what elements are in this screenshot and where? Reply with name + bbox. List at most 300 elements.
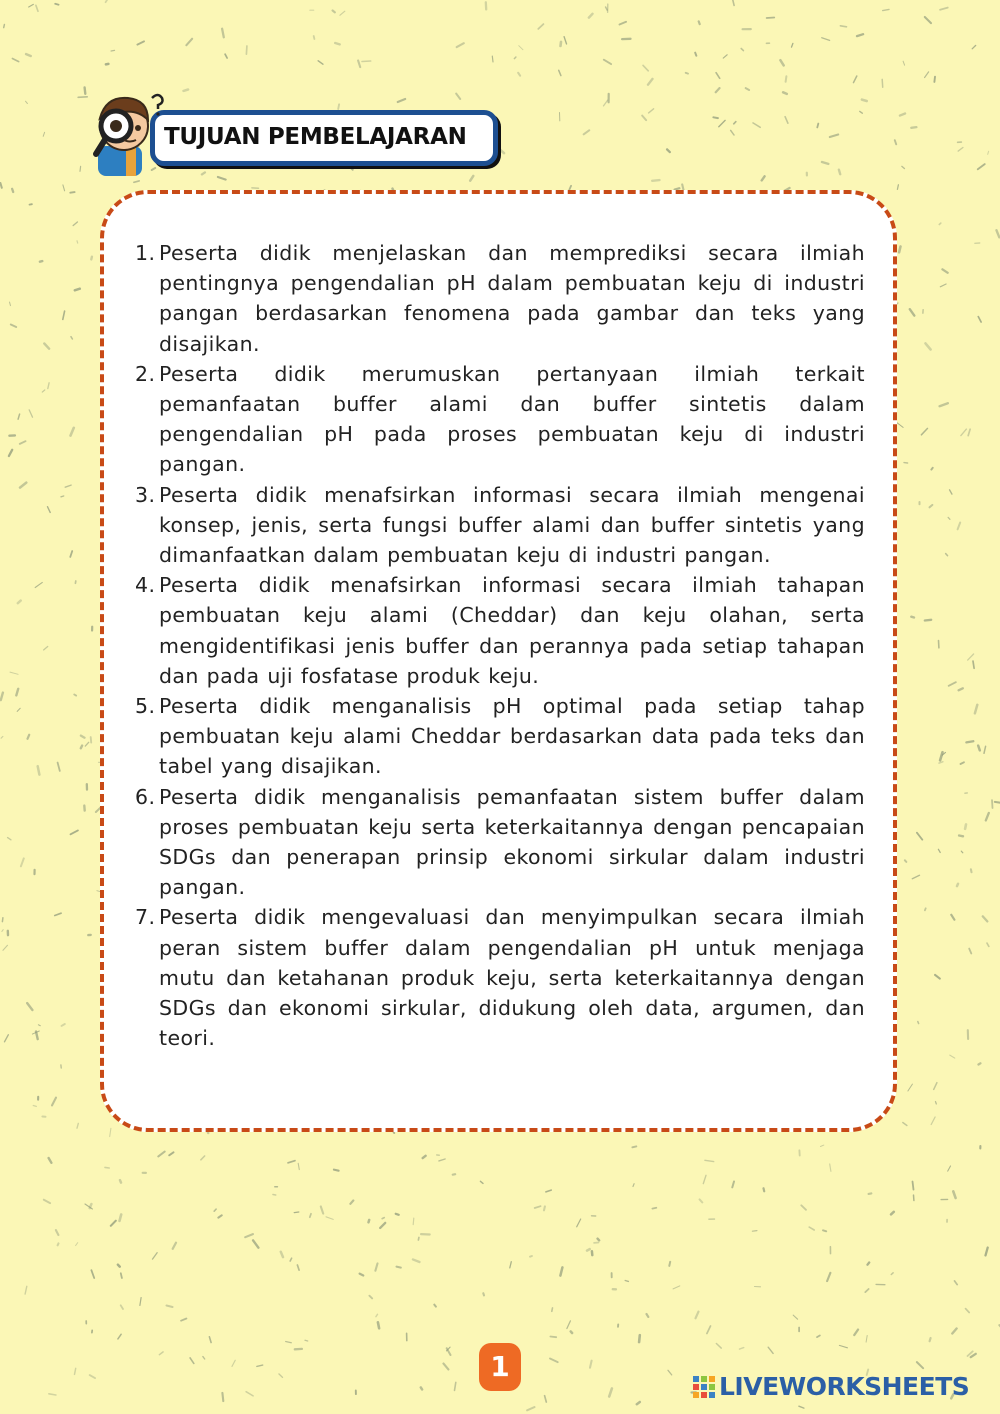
speckle	[375, 1263, 377, 1270]
speckle	[20, 483, 26, 488]
speckle	[159, 1352, 163, 1355]
speckle	[792, 43, 793, 47]
speckle	[955, 1281, 958, 1285]
speckle	[632, 1146, 636, 1147]
speckle	[948, 517, 950, 519]
speckle	[571, 1331, 572, 1333]
speckle	[652, 180, 659, 181]
speckle	[3, 945, 8, 950]
speckle	[669, 1262, 670, 1266]
speckle	[912, 875, 919, 878]
speckle	[111, 1221, 116, 1226]
speckle	[940, 403, 948, 406]
speckle	[418, 1238, 419, 1241]
speckle	[559, 70, 561, 75]
item-number: 7.	[135, 905, 156, 930]
speckle	[439, 1159, 445, 1161]
speckle	[673, 1286, 680, 1289]
speckle	[362, 61, 371, 62]
speckle	[106, 64, 109, 65]
speckle	[169, 1152, 173, 1155]
speckle	[866, 1336, 867, 1343]
speckle	[38, 766, 40, 774]
speckle	[81, 746, 82, 749]
speckle	[43, 132, 44, 136]
speckle	[173, 1243, 176, 1249]
speckle	[946, 554, 948, 556]
speckle	[246, 46, 247, 54]
speckle	[891, 1212, 894, 1215]
list-item	[135, 570, 865, 691]
item-number: 4.	[135, 573, 156, 598]
speckle	[9, 450, 12, 456]
speckle	[20, 441, 26, 444]
speckle	[518, 73, 520, 76]
item-number: 2.	[135, 361, 156, 386]
speckle	[840, 26, 846, 27]
item-text: Peserta didik menganalisis pemanfaatan sistem buffer dalam proses pembuatan keju serta keterkaitannya dengan pencapaian SDGs dan penerapan prinsip ekonomi sirkular dalam industri pangan.	[159, 784, 865, 900]
speckle	[74, 695, 76, 696]
speckle	[668, 1370, 672, 1375]
speckle	[793, 1315, 797, 1319]
speckle	[587, 1249, 590, 1251]
list-item	[135, 782, 865, 903]
speckle	[297, 1265, 299, 1270]
speckle	[983, 916, 988, 921]
speckle	[63, 311, 65, 319]
speckle	[77, 1123, 78, 1128]
speckle	[926, 343, 931, 349]
speckle	[29, 4, 34, 7]
speckle	[577, 1219, 581, 1227]
speckle	[762, 176, 765, 180]
speckle	[470, 176, 473, 181]
speckle	[590, 1361, 592, 1368]
speckle	[560, 1267, 562, 1275]
speckle	[988, 151, 989, 154]
speckle	[902, 166, 905, 168]
speckle	[203, 1357, 205, 1359]
speckle	[939, 223, 941, 224]
speckle	[279, 1374, 283, 1378]
speckle	[961, 762, 964, 764]
speckle	[561, 42, 562, 46]
speckle	[70, 551, 72, 557]
speckle	[696, 1312, 699, 1319]
speckle	[423, 1156, 426, 1158]
speckle	[527, 1407, 534, 1410]
speckle	[564, 37, 566, 44]
speckle	[73, 222, 77, 226]
speckle	[1, 693, 3, 701]
speckle	[65, 485, 71, 487]
speckle	[33, 1106, 36, 1107]
speckle	[940, 8, 948, 10]
speckle	[209, 1337, 211, 1343]
speckle	[589, 14, 593, 18]
speckle	[973, 661, 974, 668]
speckle	[62, 1024, 65, 1026]
speckle	[340, 11, 345, 15]
speckle	[413, 1218, 414, 1225]
speckle	[288, 1161, 295, 1163]
speckle	[29, 410, 32, 417]
speckle	[895, 140, 896, 144]
speckle	[77, 241, 78, 243]
speckle	[827, 1273, 830, 1281]
speckle	[716, 1344, 721, 1349]
speckle	[986, 813, 989, 821]
speckle	[257, 1365, 263, 1366]
speckle	[961, 429, 967, 436]
speckle	[817, 1336, 820, 1338]
speckle	[120, 1215, 122, 1221]
speckle	[514, 57, 516, 59]
speckle	[705, 1160, 714, 1161]
speckle	[652, 1208, 656, 1209]
speckle	[232, 1360, 235, 1366]
speckle	[121, 1305, 123, 1309]
speckle	[869, 1193, 872, 1194]
speckle	[544, 1206, 545, 1210]
speckle	[917, 833, 922, 840]
speckle	[940, 752, 942, 760]
speckle	[700, 1199, 703, 1202]
speckle	[741, 49, 743, 51]
speckle	[398, 99, 406, 102]
speckle	[899, 247, 900, 253]
speckle	[950, 1055, 955, 1058]
speckle	[40, 261, 42, 262]
list-item	[135, 238, 865, 359]
speckle	[930, 505, 933, 507]
speckle	[310, 1214, 311, 1217]
speckle	[58, 763, 60, 771]
speckle	[134, 181, 139, 182]
speckle	[42, 390, 45, 392]
speckle	[52, 1098, 56, 1106]
speckle	[434, 1305, 436, 1307]
speckle	[181, 1319, 186, 1321]
speckle	[968, 429, 970, 435]
speckle	[934, 1083, 937, 1090]
speckle	[382, 1218, 384, 1219]
speckle	[939, 762, 943, 763]
speckle	[158, 1152, 164, 1157]
speckle	[992, 800, 993, 808]
item-text: Peserta didik menganalisis pH optimal pada setiap tahap pembuatan keju alami Cheddar berdasarkan data pada teks dan tabel yang disajikan.	[159, 694, 865, 779]
speckle	[111, 50, 114, 51]
speckle	[957, 884, 958, 886]
speckle	[938, 849, 940, 852]
speckle	[61, 496, 64, 497]
speckle	[218, 177, 226, 180]
speckle	[49, 1158, 52, 1163]
speckle	[286, 1342, 292, 1343]
speckle	[821, 1145, 824, 1146]
speckle	[931, 468, 932, 470]
speckle	[799, 1406, 804, 1408]
speckle	[8, 838, 11, 840]
speckle	[897, 423, 903, 428]
item-number: 6.	[135, 784, 156, 809]
speckle	[865, 1289, 868, 1292]
speckle	[396, 1214, 399, 1215]
speckle	[584, 130, 590, 134]
speckle	[106, 0, 111, 2]
speckle	[854, 76, 857, 83]
speckle	[455, 1382, 456, 1390]
speckle	[421, 1387, 422, 1389]
speckle	[538, 24, 543, 29]
speckle	[925, 620, 931, 621]
speckle	[369, 1220, 370, 1222]
speckle	[958, 523, 961, 530]
speckle	[971, 1354, 976, 1357]
speckle	[58, 1243, 59, 1245]
item-text: Peserta didik menjelaskan dan memprediksi secara ilmiah pentingnya pengendalian pH dalam pembuatan keju di industri pangan berdasarkan fenomena pada gambar dan teks yang disajikan.	[159, 241, 865, 356]
speckle	[202, 172, 205, 174]
speckle	[703, 1175, 706, 1183]
speckle	[637, 1402, 640, 1404]
speckle	[961, 851, 963, 853]
speckle	[987, 943, 989, 946]
speckle	[978, 317, 981, 322]
speckle	[857, 34, 863, 36]
speckle	[380, 1223, 385, 1228]
speckle	[606, 7, 608, 10]
speckle	[55, 913, 61, 915]
speckle	[11, 325, 16, 328]
speckle	[908, 1084, 913, 1091]
speckle	[995, 802, 1000, 803]
speckle	[10, 672, 18, 674]
speckle	[940, 284, 946, 287]
speckle	[18, 601, 21, 604]
speckle	[184, 90, 189, 91]
speckle	[695, 53, 696, 56]
speckle	[882, 79, 883, 87]
speckle	[12, 59, 18, 62]
list-item	[135, 480, 865, 571]
speckle	[378, 1322, 379, 1328]
speckle	[971, 869, 972, 872]
speckle	[535, 1206, 541, 1208]
speckle	[55, 4, 58, 5]
speckle	[90, 1204, 92, 1208]
speckle	[358, 61, 360, 68]
speckle	[716, 73, 720, 79]
speckle	[18, 414, 20, 419]
speckle	[911, 617, 914, 618]
speckle	[218, 1215, 221, 1217]
speckle	[201, 1156, 205, 1160]
speckle	[519, 46, 523, 50]
speckle	[338, 104, 339, 109]
speckle	[767, 18, 775, 19]
speckle	[321, 1207, 323, 1214]
speckle	[253, 1240, 258, 1247]
speckle	[625, 1281, 628, 1282]
speckle	[71, 337, 72, 339]
speckle	[453, 1174, 456, 1175]
speckle	[305, 1340, 308, 1341]
speckle	[969, 949, 971, 954]
speckle	[978, 164, 985, 169]
speckle	[649, 109, 654, 113]
speckle	[910, 309, 915, 315]
speckle	[26, 101, 28, 103]
speckle	[934, 77, 935, 82]
speckle	[17, 708, 20, 711]
speckle	[713, 117, 718, 118]
speckle	[723, 55, 727, 58]
speckle	[917, 1362, 923, 1368]
item-text: Peserta didik merumuskan pertanyaan ilmiah terkait pemanfaatan buffer alami dan buffer sintetis dalam pengendalian pH pada proses pembuatan keju di industri pangan.	[159, 361, 865, 477]
speckle	[823, 1230, 826, 1231]
speckle	[783, 92, 787, 94]
speckle	[120, 1180, 121, 1182]
speckle	[44, 1200, 50, 1203]
speckle	[950, 490, 952, 494]
speckle	[732, 1182, 734, 1188]
speckle	[480, 1181, 483, 1183]
speckle	[314, 36, 315, 39]
speckle	[822, 38, 830, 41]
speckle	[986, 1248, 988, 1256]
speckle	[921, 428, 927, 434]
speckle	[376, 1314, 378, 1316]
speckle	[667, 149, 670, 152]
page-title: TUJUAN PEMBELAJARAN	[164, 124, 467, 150]
speckle	[105, 1167, 109, 1168]
speckle	[731, 130, 734, 135]
speckle	[2, 930, 3, 932]
speckle	[334, 1170, 339, 1171]
speckle	[335, 43, 340, 44]
liveworksheets-logo-icon	[693, 1376, 715, 1402]
speckle	[958, 148, 963, 152]
speckle	[281, 1252, 283, 1257]
speckle	[71, 428, 74, 436]
speckle	[786, 76, 787, 82]
speckle	[716, 88, 720, 92]
speckle	[140, 1298, 141, 1306]
speckle	[76, 1243, 78, 1246]
speckle	[1, 736, 3, 738]
speckle	[959, 836, 963, 837]
speckle	[569, 186, 571, 190]
speckle	[997, 230, 1000, 237]
speckle	[785, 117, 788, 124]
magnifier-boy-icon	[80, 88, 176, 176]
speckle	[350, 167, 353, 169]
speckle	[27, 1003, 32, 1010]
speckle	[768, 1347, 773, 1353]
speckle	[530, 1256, 532, 1257]
speckle	[965, 824, 966, 829]
speckle	[854, 1330, 858, 1335]
speckle	[733, 0, 735, 5]
speckle	[369, 1296, 372, 1299]
speckle	[545, 1396, 547, 1402]
speckle	[822, 162, 828, 164]
speckle	[550, 1337, 556, 1338]
speckle	[931, 1117, 935, 1125]
speckle	[26, 54, 31, 56]
speckle	[56, 1230, 59, 1235]
speckle	[294, 1212, 299, 1213]
list-item	[135, 902, 865, 1053]
speckle	[110, 1128, 111, 1136]
speckle	[780, 60, 783, 65]
speckle	[44, 647, 48, 650]
speckle	[298, 1163, 299, 1169]
speckle	[699, 21, 700, 24]
speckle	[413, 1259, 420, 1262]
speckle	[966, 741, 973, 742]
speckle	[118, 1334, 121, 1339]
speckle	[546, 1190, 551, 1192]
speckle	[975, 705, 977, 714]
speckle	[647, 1314, 649, 1317]
speckle	[633, 1184, 634, 1187]
speckle	[246, 1392, 253, 1396]
speckle	[911, 127, 916, 128]
speckle	[350, 1201, 353, 1204]
speckle	[550, 1359, 558, 1363]
speckle	[860, 111, 863, 113]
speckle	[318, 61, 323, 64]
speckle	[2, 918, 3, 922]
speckle	[953, 1191, 955, 1198]
speckle	[48, 383, 49, 389]
item-text: Peserta didik menafsirkan informasi secara ilmiah mengenai konsep, jenis, serta fungsi buffer alami dan buffer sintetis yang dimanfaatkan dalam pembuatan keju di industri pangan.	[159, 482, 865, 568]
speckle	[4, 25, 5, 28]
speckle	[839, 1345, 847, 1347]
speckle	[63, 185, 65, 191]
speckle	[930, 1338, 931, 1341]
speckle	[75, 289, 80, 291]
speckle	[830, 135, 838, 138]
item-text: Peserta didik menafsirkan informasi secara ilmiah tahapan pembuatan keju alami (Cheddar) dan keju olahan, serta mengidentifikasi jenis buffer dan perannya pada setiap tahapan dan pada uji fosfatase produk keju.	[159, 573, 865, 688]
item-number: 3.	[135, 482, 156, 507]
speckle	[936, 1102, 937, 1104]
speckle	[862, 100, 867, 101]
speckle	[500, 150, 504, 154]
speckle	[333, 11, 335, 13]
speckle	[643, 65, 648, 70]
speckle	[839, 170, 840, 175]
speckle	[12, 189, 13, 192]
speckle	[942, 269, 947, 273]
item-number: 1.	[135, 241, 156, 265]
speckle	[935, 975, 940, 979]
speckle	[456, 94, 460, 99]
speckle	[137, 41, 144, 44]
speckle	[0, 183, 1, 188]
speckle	[897, 185, 898, 190]
speckle	[91, 1270, 94, 1278]
speckle	[817, 124, 818, 128]
speckle	[952, 1329, 956, 1334]
speckle	[598, 1239, 600, 1241]
speckle	[16, 689, 18, 696]
speckle	[905, 860, 906, 862]
item-text: Peserta didik mengevaluasi dan menyimpulkan secara ilmiah peran sistem buffer dalam pengendalian pH untuk menjaga mutu dan ketahanan produk keju, serta keterkaitannya dengan SDGs dan ekonomi sirkular, didukung oleh data, argumen, dan teori.	[159, 905, 865, 1051]
speckle	[397, 1267, 401, 1268]
speckle	[75, 1368, 76, 1374]
